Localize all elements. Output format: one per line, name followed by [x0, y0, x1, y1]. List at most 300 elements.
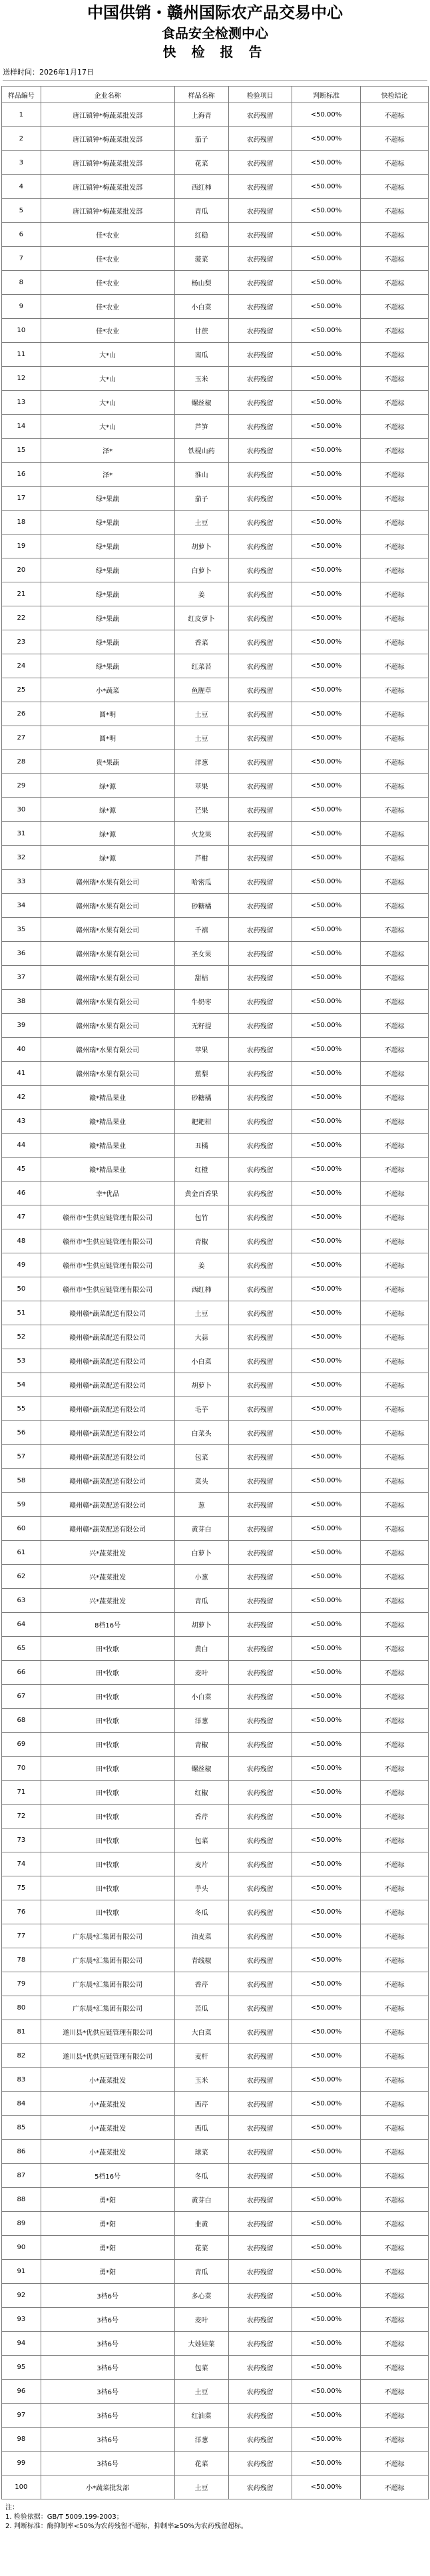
cell-company: 佳*农业 [41, 223, 174, 247]
cell-standard: <50.00% [292, 1685, 361, 1709]
cell-company: 绿*源 [41, 822, 174, 846]
cell-test-item: 农药残留 [228, 678, 292, 702]
cell-test-item: 农药残留 [228, 343, 292, 367]
table-row [2, 2260, 429, 2284]
cell-test-item: 农药残留 [228, 990, 292, 1014]
table-row [2, 151, 429, 175]
cell-company: 广东晨*汇集团有限公司 [41, 1972, 174, 1996]
cell-sample-name: 洋葱 [174, 2428, 228, 2452]
cell-sample-name: 菠菜 [174, 247, 228, 271]
cell-standard: <50.00% [292, 1349, 361, 1373]
table-row [2, 319, 429, 343]
cell-conclusion: 不超标 [361, 151, 429, 175]
cell-sample-no: 93 [2, 2308, 41, 2332]
cell-standard: <50.00% [292, 295, 361, 319]
cell-sample-name: 冬瓜 [174, 1900, 228, 1924]
cell-sample-no: 7 [2, 247, 41, 271]
cell-sample-name: 花菜 [174, 2452, 228, 2475]
table-row [2, 2428, 429, 2452]
table-row [2, 2236, 429, 2260]
cell-conclusion: 不超标 [361, 1996, 429, 2020]
divider [3, 80, 427, 81]
cell-company: 佳*农业 [41, 271, 174, 295]
cell-sample-name: 砂糖橘 [174, 894, 228, 918]
cell-test-item: 农药残留 [228, 1397, 292, 1421]
cell-company: 3档6号 [41, 2380, 174, 2404]
cell-company: 田*牧歌 [41, 1852, 174, 1876]
cell-sample-no: 83 [2, 2068, 41, 2092]
table-row [2, 1685, 429, 1709]
cell-standard: <50.00% [292, 558, 361, 582]
table-row [2, 1996, 429, 2020]
cell-standard: <50.00% [292, 1852, 361, 1876]
table-row [2, 1445, 429, 1469]
cell-sample-no: 53 [2, 1349, 41, 1373]
cell-test-item: 农药残留 [228, 1517, 292, 1541]
cell-sample-no: 9 [2, 295, 41, 319]
cell-test-item: 农药残留 [228, 1661, 292, 1685]
cell-standard: <50.00% [292, 2380, 361, 2404]
cell-company: 绿*果蔬 [41, 511, 174, 535]
cell-conclusion: 不超标 [361, 1565, 429, 1589]
cell-sample-no: 49 [2, 1253, 41, 1277]
cell-test-item: 农药残留 [228, 798, 292, 822]
cell-company: 赣州赣*蔬菜配送有限公司 [41, 1325, 174, 1349]
cell-sample-no: 61 [2, 1541, 41, 1565]
cell-company: 广东晨*汇集团有限公司 [41, 1948, 174, 1972]
cell-sample-no: 31 [2, 822, 41, 846]
table-row [2, 2404, 429, 2428]
cell-sample-name: 蕉梨 [174, 1062, 228, 1086]
cell-conclusion: 不超标 [361, 1253, 429, 1277]
table-row [2, 1613, 429, 1637]
table-row [2, 774, 429, 798]
cell-sample-no: 35 [2, 918, 41, 942]
cell-company: 遂川县*优供应链管理有限公司 [41, 2044, 174, 2068]
cell-company: 田*牧歌 [41, 1685, 174, 1709]
cell-test-item: 农药残留 [228, 1086, 292, 1110]
cell-sample-no: 82 [2, 2044, 41, 2068]
cell-company: 赣*精品果业 [41, 1158, 174, 1181]
table-header-row [2, 87, 429, 103]
cell-conclusion: 不超标 [361, 1924, 429, 1948]
cell-standard: <50.00% [292, 1229, 361, 1253]
table-row [2, 1181, 429, 1205]
cell-test-item: 农药残留 [228, 2452, 292, 2475]
cell-company: 唐江镇钟*梅蔬菜批发部 [41, 199, 174, 223]
cell-sample-no: 10 [2, 319, 41, 343]
cell-company: 广东晨*汇集团有限公司 [41, 1924, 174, 1948]
cell-sample-name: 甜桔 [174, 966, 228, 990]
table-row [2, 1589, 429, 1613]
cell-conclusion: 不超标 [361, 175, 429, 199]
cell-sample-name: 洋葱 [174, 1709, 228, 1733]
cell-sample-no: 92 [2, 2284, 41, 2308]
cell-sample-name: 鱼腥草 [174, 678, 228, 702]
cell-company: 绿*源 [41, 846, 174, 870]
cell-test-item: 农药残留 [228, 487, 292, 511]
cell-standard: <50.00% [292, 2164, 361, 2188]
table-row [2, 1948, 429, 1972]
cell-standard: <50.00% [292, 247, 361, 271]
cell-test-item: 农药残留 [228, 1062, 292, 1086]
cell-test-item: 农药残留 [228, 223, 292, 247]
cell-sample-name: 香芹 [174, 1805, 228, 1828]
cell-conclusion: 不超标 [361, 1445, 429, 1469]
cell-sample-name: 红稳 [174, 223, 228, 247]
cell-conclusion: 不超标 [361, 1349, 429, 1373]
cell-conclusion: 不超标 [361, 630, 429, 654]
table-row [2, 1253, 429, 1277]
table-row [2, 990, 429, 1014]
cell-conclusion: 不超标 [361, 1493, 429, 1517]
cell-conclusion: 不超标 [361, 2188, 429, 2212]
cell-company: 赣州市*生供应链管理有限公司 [41, 1253, 174, 1277]
cell-company: 3档6号 [41, 2308, 174, 2332]
cell-company: 大*山 [41, 391, 174, 415]
cell-sample-name: 青线椒 [174, 1948, 228, 1972]
cell-conclusion: 不超标 [361, 1421, 429, 1445]
cell-conclusion: 不超标 [361, 1733, 429, 1757]
cell-test-item: 农药残留 [228, 606, 292, 630]
cell-standard: <50.00% [292, 1757, 361, 1781]
cell-sample-name: 淮山 [174, 463, 228, 487]
cell-test-item: 农药残留 [228, 2140, 292, 2164]
cell-conclusion: 不超标 [361, 942, 429, 966]
cell-conclusion: 不超标 [361, 1062, 429, 1086]
table-row [2, 1828, 429, 1852]
cell-test-item: 农药残留 [228, 2380, 292, 2404]
cell-sample-name: 丑橘 [174, 1134, 228, 1158]
cell-sample-no: 87 [2, 2164, 41, 2188]
cell-standard: <50.00% [292, 678, 361, 702]
cell-sample-no: 40 [2, 1038, 41, 1062]
cell-company: 绿*果蔬 [41, 582, 174, 606]
cell-sample-name: 土豆 [174, 1301, 228, 1325]
cell-sample-name: 白萝卜 [174, 1541, 228, 1565]
cell-sample-name: 玉米 [174, 2068, 228, 2092]
cell-standard: <50.00% [292, 654, 361, 678]
cell-sample-name: 青椒 [174, 1229, 228, 1253]
table-row [2, 606, 429, 630]
cell-company: 赣州赣*蔬菜配送有限公司 [41, 1517, 174, 1541]
cell-conclusion: 不超标 [361, 2260, 429, 2284]
cell-sample-name: 球菜 [174, 2140, 228, 2164]
cell-test-item: 农药残留 [228, 1757, 292, 1781]
cell-company: 泽* [41, 463, 174, 487]
cell-conclusion: 不超标 [361, 439, 429, 463]
cell-test-item: 农药残留 [228, 2308, 292, 2332]
cell-standard: <50.00% [292, 1086, 361, 1110]
cell-conclusion: 不超标 [361, 319, 429, 343]
cell-test-item: 农药残留 [228, 1733, 292, 1757]
cell-company: 赣州瑞*水果有限公司 [41, 918, 174, 942]
cell-sample-name: 土豆 [174, 2380, 228, 2404]
cell-company: 赣州瑞*水果有限公司 [41, 942, 174, 966]
cell-company: 田*牧歌 [41, 1757, 174, 1781]
cell-sample-no: 58 [2, 1469, 41, 1493]
cell-test-item: 农药残留 [228, 1277, 292, 1301]
cell-standard: <50.00% [292, 606, 361, 630]
cell-company: 唐江镇钟*梅蔬菜批发部 [41, 103, 174, 127]
cell-company: 赣州赣*蔬菜配送有限公司 [41, 1493, 174, 1517]
cell-sample-name: 西红柿 [174, 175, 228, 199]
cell-sample-name: 无籽提 [174, 1014, 228, 1038]
cell-sample-no: 69 [2, 1733, 41, 1757]
cell-standard: <50.00% [292, 2260, 361, 2284]
cell-standard: <50.00% [292, 1637, 361, 1661]
cell-conclusion: 不超标 [361, 846, 429, 870]
table-row [2, 247, 429, 271]
cell-standard: <50.00% [292, 1565, 361, 1589]
table-row [2, 966, 429, 990]
cell-sample-no: 96 [2, 2380, 41, 2404]
cell-conclusion: 不超标 [361, 535, 429, 558]
cell-sample-no: 88 [2, 2188, 41, 2212]
cell-conclusion: 不超标 [361, 2068, 429, 2092]
table-row [2, 678, 429, 702]
cell-standard: <50.00% [292, 1924, 361, 1948]
cell-standard: <50.00% [292, 175, 361, 199]
cell-standard: <50.00% [292, 2020, 361, 2044]
cell-test-item: 农药残留 [228, 103, 292, 127]
cell-sample-no: 72 [2, 1805, 41, 1828]
cell-sample-no: 98 [2, 2428, 41, 2452]
cell-sample-name: 胡萝卜 [174, 1613, 228, 1637]
cell-sample-name: 油麦菜 [174, 1924, 228, 1948]
cell-sample-no: 52 [2, 1325, 41, 1349]
cell-company: 赣州赣*蔬菜配送有限公司 [41, 1397, 174, 1421]
cell-conclusion: 不超标 [361, 415, 429, 439]
table-row [2, 1349, 429, 1373]
cell-conclusion: 不超标 [361, 1134, 429, 1158]
cell-sample-name: 红橙 [174, 1158, 228, 1181]
notes-label: 注： [5, 2504, 19, 2511]
cell-test-item: 农药残留 [228, 1805, 292, 1828]
cell-conclusion: 不超标 [361, 1110, 429, 1134]
cell-standard: <50.00% [292, 918, 361, 942]
cell-company: 兴*蔬菜批发 [41, 1589, 174, 1613]
cell-sample-no: 80 [2, 1996, 41, 2020]
cell-sample-name: 茄子 [174, 127, 228, 151]
page-title: 中国供销・赣州国际农产品交易中心 [87, 3, 343, 22]
cell-standard: <50.00% [292, 1709, 361, 1733]
cell-standard: <50.00% [292, 2308, 361, 2332]
cell-conclusion: 不超标 [361, 2356, 429, 2380]
cell-standard: <50.00% [292, 798, 361, 822]
cell-sample-no: 68 [2, 1709, 41, 1733]
cell-conclusion: 不超标 [361, 1086, 429, 1110]
cell-sample-no: 16 [2, 463, 41, 487]
cell-sample-no: 75 [2, 1876, 41, 1900]
cell-test-item: 农药残留 [228, 2164, 292, 2188]
cell-sample-no: 33 [2, 870, 41, 894]
cell-standard: <50.00% [292, 1972, 361, 1996]
cell-sample-no: 2 [2, 127, 41, 151]
cell-test-item: 农药残留 [228, 630, 292, 654]
cell-conclusion: 不超标 [361, 1781, 429, 1805]
cell-sample-no: 42 [2, 1086, 41, 1110]
cell-sample-no: 94 [2, 2332, 41, 2356]
cell-sample-no: 89 [2, 2212, 41, 2236]
table-row [2, 2068, 429, 2092]
cell-conclusion: 不超标 [361, 127, 429, 151]
cell-standard: <50.00% [292, 894, 361, 918]
table-row [2, 1229, 429, 1253]
table-row [2, 2380, 429, 2404]
cell-sample-name: 姜 [174, 1253, 228, 1277]
cell-company: 绿*源 [41, 774, 174, 798]
table-row [2, 2308, 429, 2332]
table-row [2, 1205, 429, 1229]
cell-company: 幸*优品 [41, 1181, 174, 1205]
cell-conclusion: 不超标 [361, 103, 429, 127]
cell-sample-name: 螺丝椒 [174, 1757, 228, 1781]
cell-sample-no: 55 [2, 1397, 41, 1421]
cell-sample-name: 小白菜 [174, 295, 228, 319]
cell-standard: <50.00% [292, 271, 361, 295]
notes [0, 2503, 430, 2531]
cell-standard: <50.00% [292, 2428, 361, 2452]
cell-company: 3档6号 [41, 2428, 174, 2452]
cell-sample-name: 麦叶 [174, 1661, 228, 1685]
cell-standard: <50.00% [292, 1277, 361, 1301]
cell-sample-name: 韭黄 [174, 2212, 228, 2236]
cell-company: 3档6号 [41, 2404, 174, 2428]
cell-company: 赣州瑞*水果有限公司 [41, 966, 174, 990]
table-row [2, 654, 429, 678]
cell-standard: <50.00% [292, 1493, 361, 1517]
cell-conclusion: 不超标 [361, 918, 429, 942]
cell-company: 赣州赣*蔬菜配送有限公司 [41, 1421, 174, 1445]
cell-conclusion: 不超标 [361, 1661, 429, 1685]
cell-sample-name: 冬瓜 [174, 2164, 228, 2188]
table-row [2, 1373, 429, 1397]
table-row [2, 726, 429, 750]
cell-sample-name: 黄金百香果 [174, 1181, 228, 1205]
cell-test-item: 农药残留 [228, 1589, 292, 1613]
col-standard: 判断标准 [292, 87, 361, 103]
cell-standard: <50.00% [292, 2188, 361, 2212]
cell-sample-no: 46 [2, 1181, 41, 1205]
table-row [2, 1852, 429, 1876]
table-row [2, 1757, 429, 1781]
cell-company: 3档6号 [41, 2356, 174, 2380]
table-row [2, 343, 429, 367]
cell-sample-no: 50 [2, 1277, 41, 1301]
table-row [2, 2092, 429, 2116]
cell-conclusion: 不超标 [361, 822, 429, 846]
cell-company: 绿*果蔬 [41, 630, 174, 654]
cell-sample-name: 玉米 [174, 367, 228, 391]
cell-company: 5档16号 [41, 2164, 174, 2188]
cell-conclusion: 不超标 [361, 1301, 429, 1325]
table-row [2, 702, 429, 726]
cell-conclusion: 不超标 [361, 1805, 429, 1828]
cell-company: 大*山 [41, 415, 174, 439]
cell-sample-no: 17 [2, 487, 41, 511]
cell-standard: <50.00% [292, 870, 361, 894]
cell-conclusion: 不超标 [361, 1972, 429, 1996]
cell-sample-no: 47 [2, 1205, 41, 1229]
cell-standard: <50.00% [292, 1541, 361, 1565]
cell-test-item: 农药残留 [228, 1876, 292, 1900]
cell-test-item: 农药残留 [228, 1205, 292, 1229]
cell-test-item: 农药残留 [228, 654, 292, 678]
cell-sample-no: 19 [2, 535, 41, 558]
cell-company: 兴*蔬菜批发 [41, 1541, 174, 1565]
cell-test-item: 农药残留 [228, 1541, 292, 1565]
cell-sample-no: 70 [2, 1757, 41, 1781]
cell-sample-no: 13 [2, 391, 41, 415]
cell-sample-no: 97 [2, 2404, 41, 2428]
table-row [2, 2475, 429, 2499]
cell-company: 赣州瑞*水果有限公司 [41, 1014, 174, 1038]
cell-company: 佳*农业 [41, 295, 174, 319]
cell-sample-name: 花菜 [174, 2236, 228, 2260]
cell-standard: <50.00% [292, 1421, 361, 1445]
cell-conclusion: 不超标 [361, 2116, 429, 2140]
cell-company: 8档16号 [41, 1613, 174, 1637]
cell-standard: <50.00% [292, 439, 361, 463]
cell-conclusion: 不超标 [361, 391, 429, 415]
cell-sample-no: 22 [2, 606, 41, 630]
cell-standard: <50.00% [292, 1661, 361, 1685]
cell-company: 赣州市*生供应链管理有限公司 [41, 1205, 174, 1229]
cell-standard: <50.00% [292, 2068, 361, 2092]
cell-standard: <50.00% [292, 1158, 361, 1181]
cell-sample-no: 62 [2, 1565, 41, 1589]
cell-conclusion: 不超标 [361, 2380, 429, 2404]
cell-conclusion: 不超标 [361, 1852, 429, 1876]
table-row [2, 630, 429, 654]
cell-conclusion: 不超标 [361, 2404, 429, 2428]
table-row [2, 1325, 429, 1349]
cell-sample-no: 4 [2, 175, 41, 199]
cell-sample-name: 黄芽白 [174, 1517, 228, 1541]
cell-company: 赣州瑞*水果有限公司 [41, 1062, 174, 1086]
table-row [2, 175, 429, 199]
cell-sample-name: 大娃娃菜 [174, 2332, 228, 2356]
cell-test-item: 农药残留 [228, 463, 292, 487]
table-row [2, 558, 429, 582]
cell-conclusion: 不超标 [361, 1205, 429, 1229]
cell-conclusion: 不超标 [361, 726, 429, 750]
cell-company: 3档6号 [41, 2332, 174, 2356]
table-row [2, 1565, 429, 1589]
report-heading: 快 检 报 告 [162, 44, 268, 60]
cell-standard: <50.00% [292, 2356, 361, 2380]
cell-sample-no: 3 [2, 151, 41, 175]
table-row [2, 1086, 429, 1110]
cell-conclusion: 不超标 [361, 1685, 429, 1709]
cell-company: 遂川县*优供应链管理有限公司 [41, 2020, 174, 2044]
cell-test-item: 农药残留 [228, 1373, 292, 1397]
page-subtitle: 食品安全检测中心 [162, 25, 268, 41]
cell-sample-no: 57 [2, 1445, 41, 1469]
cell-standard: <50.00% [292, 487, 361, 511]
cell-sample-no: 38 [2, 990, 41, 1014]
cell-test-item: 农药残留 [228, 2212, 292, 2236]
cell-test-item: 农药残留 [228, 175, 292, 199]
cell-sample-no: 64 [2, 1613, 41, 1637]
cell-test-item: 农药残留 [228, 2236, 292, 2260]
cell-conclusion: 不超标 [361, 2284, 429, 2308]
cell-test-item: 农药残留 [228, 1828, 292, 1852]
cell-standard: <50.00% [292, 415, 361, 439]
cell-conclusion: 不超标 [361, 1469, 429, 1493]
cell-sample-name: 南瓜 [174, 343, 228, 367]
